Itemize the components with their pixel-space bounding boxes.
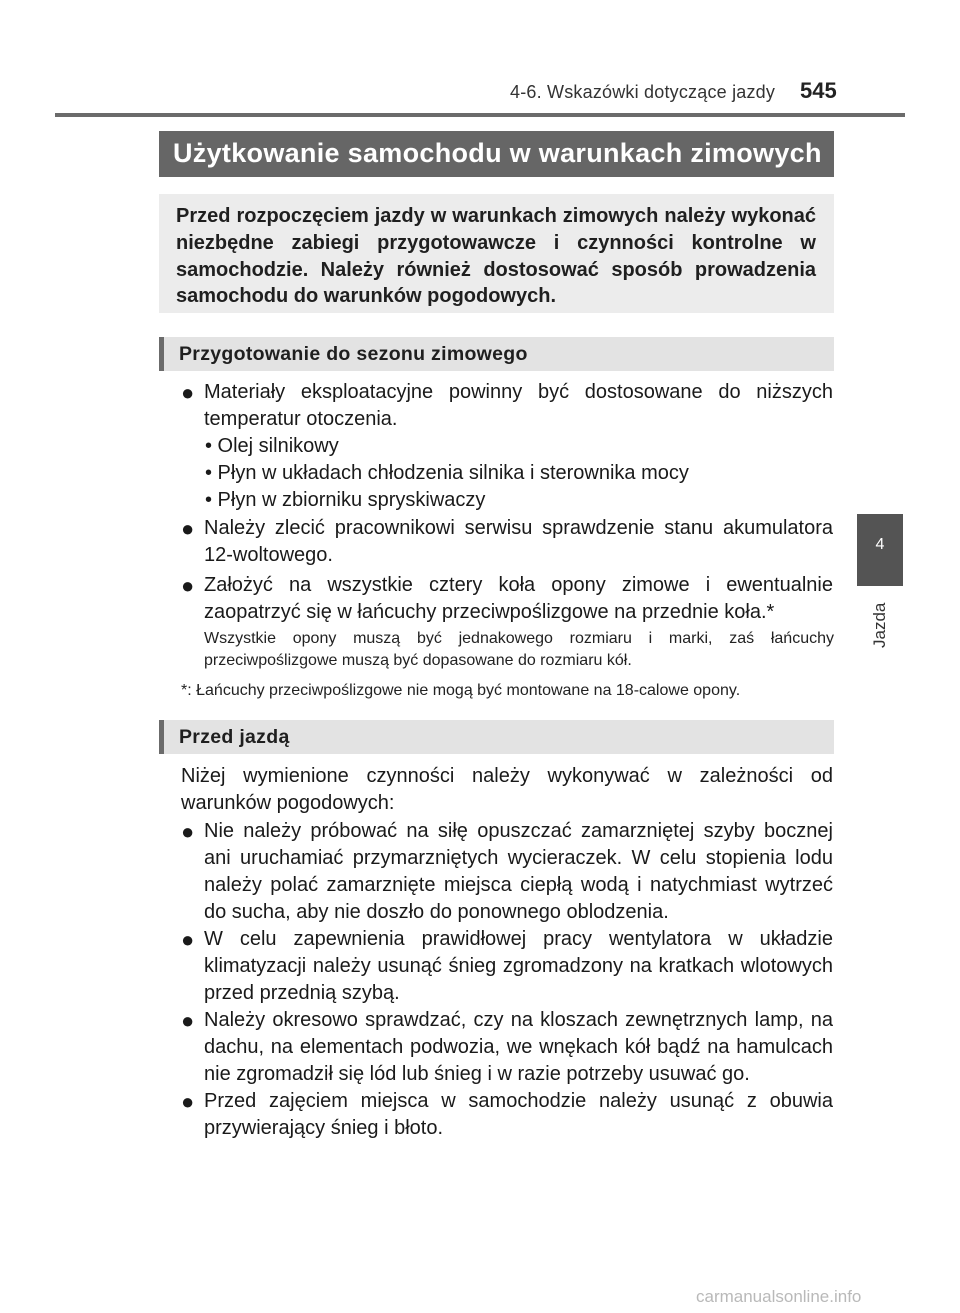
- bullet-icon: ●: [181, 1008, 195, 1033]
- section-heading-text: Przed jazdą: [179, 726, 290, 748]
- section-heading-winter-prep: [159, 337, 834, 371]
- list-item-text: Założyć na wszystkie cztery koła opony zimowe i ewentualnie zaopatrzyć się w łańcuchy przeciwpoślizgowe na przednie koła.*: [204, 574, 833, 623]
- bullet-icon: ●: [181, 380, 195, 405]
- header-rule: [55, 113, 905, 117]
- page-number: 545: [800, 78, 837, 103]
- list-item-text: Należy zlecić pracownikowi serwisu sprawdzenie stanu akumulatora 12-woltowego.: [204, 517, 833, 566]
- list-item: [181, 1088, 833, 1142]
- chapter-label-text: Jazda: [870, 602, 889, 648]
- list-item: [181, 926, 833, 1007]
- bullet-icon: ●: [181, 1089, 195, 1114]
- chapter-tab: [857, 514, 903, 586]
- list-item-text: W celu zapewnienia prawidłowej pracy wentylatora w układzie klimatyzacji należy usunąć śnieg zgromadzony na kratkach wlotowych przed przednią szybą.: [204, 928, 833, 1004]
- page-title-bar: [159, 131, 834, 177]
- list-item-text: Nie należy próbować na siłę opuszczać zamarzniętej szyby bocznej ani uruchamiać przymarzniętych wycieraczek. W celu stopienia lodu należy polać zamarznięte miejsca ciepłą wodą i natychmiast wytrzeć do sucha, aby nie doszło do ponownego oblodzenia.: [204, 820, 833, 923]
- bullet-icon: ●: [181, 573, 195, 598]
- section-intro: Niżej wymienione czynności należy wykonywać w zależności od warunków pogodowych:: [181, 765, 833, 814]
- bullet-icon: ●: [181, 819, 195, 844]
- watermark: carmanualsonline.info: [696, 1287, 862, 1306]
- section-heading-before-driving: [159, 720, 834, 754]
- intro-box: [159, 194, 834, 313]
- list-item: [181, 818, 833, 926]
- intro-text: Przed rozpoczęciem jazdy w warunkach zimowych należy wykonać niezbędne zabiegi przygotowawcze i czynności kontrolne w samochodzie. Należy również dostosować sposób prowadzenia samochodu do warunków pogodowych.: [176, 205, 816, 308]
- list-item: [181, 1007, 833, 1088]
- page-title: Użytkowanie samochodu w warunkach zimowych: [173, 138, 822, 168]
- chapter-tab-number: 4: [875, 536, 885, 553]
- section-heading-text: Przygotowanie do sezonu zimowego: [179, 343, 528, 365]
- sub-list-item: • Płyn w układach chłodzenia silnika i sterownika mocy: [205, 462, 689, 484]
- list-item-text: Należy okresowo sprawdzać, czy na kloszach zewnętrznych lamp, na dachu, na elementach podwozia, we wnękach kół bądź na hamulcach nie zgromadził się lód lub śnieg i w razie potrzeby usuwać go.: [204, 1009, 833, 1085]
- list-item: [181, 572, 833, 626]
- bullet-icon: ●: [181, 516, 195, 541]
- list-item-text: Materiały eksploatacyjne powinny być dostosowane do niższych temperatur otoczenia.: [204, 381, 833, 430]
- list-item-note: Wszystkie opony muszą być jednakowego rozmiaru i marki, zaś łańcuchy przeciwpoślizgowe muszą być dopasowane do rozmiaru kół.: [204, 630, 834, 669]
- bullet-icon: ●: [181, 927, 195, 952]
- sub-list-item: • Płyn w zbiorniku spryskiwaczy: [205, 489, 486, 511]
- footnote: *: Łańcuchy przeciwpoślizgowe nie mogą być montowane na 18-calowe opony.: [181, 682, 741, 699]
- list-item: [181, 379, 833, 433]
- list-item-text: Przed zajęciem miejsca w samochodzie należy usunąć z obuwia przywierający śnieg i błoto.: [204, 1090, 833, 1139]
- list-item: [181, 515, 833, 569]
- sub-list-item: • Olej silnikowy: [205, 435, 339, 457]
- running-header-section: 4-6. Wskazówki dotyczące jazdy: [510, 82, 776, 102]
- chapter-label: [866, 592, 892, 652]
